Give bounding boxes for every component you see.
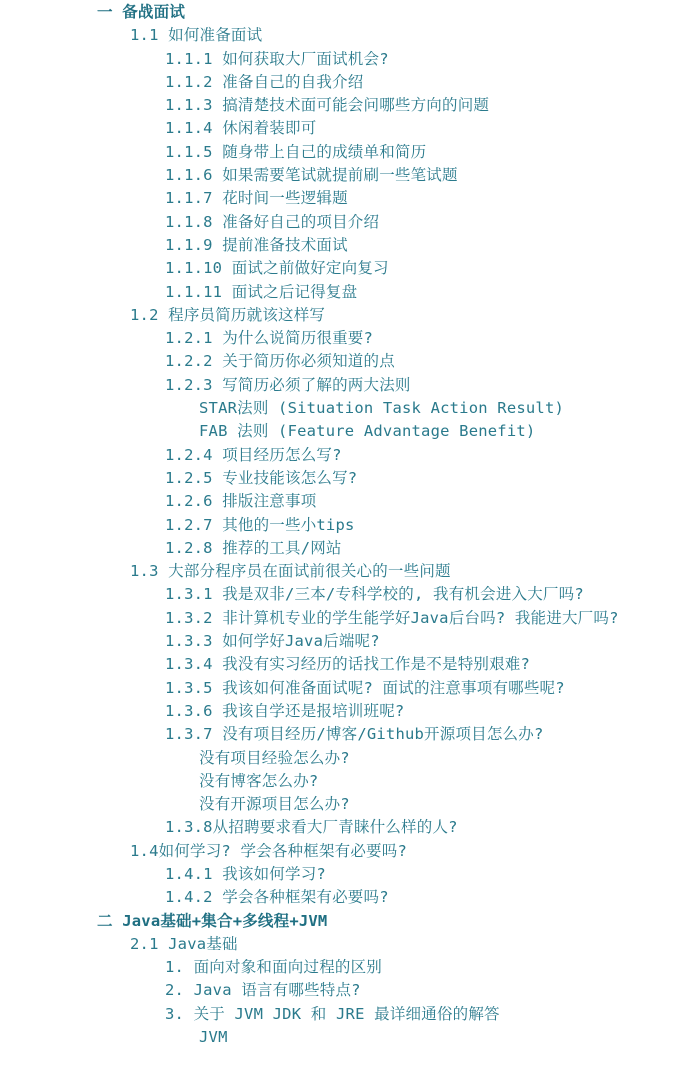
toc-subsection-link[interactable]: 1.2.2 关于简历你必须知道的点 (165, 352, 395, 371)
toc-subsection-link[interactable]: 1.1.1 如何获取大厂面试机会? (165, 49, 389, 68)
toc-subsection-link[interactable]: 1.2.7 其他的一些小tips (165, 515, 355, 534)
toc-section-link[interactable]: 2.1 Java基础 (130, 934, 238, 953)
toc-subsection-link[interactable]: 1.1.8 准备好自己的项目介绍 (165, 212, 380, 231)
toc-subsection-link[interactable]: 1.2.8 推荐的工具/网站 (165, 538, 342, 557)
toc-subsection-link[interactable]: 1.1.6 如果需要笔试就提前刷一些笔试题 (165, 166, 458, 185)
toc-subsection-link[interactable]: 1.1.2 准备自己的自我介绍 (165, 72, 364, 91)
toc-subsection-link[interactable]: 1.1.11 面试之后记得复盘 (165, 282, 358, 301)
toc-subsection-link[interactable]: 1.1.3 搞清楚技术面可能会问哪些方向的问题 (165, 96, 490, 115)
toc-subsection-link[interactable]: 1.2.5 专业技能该怎么写? (165, 468, 358, 487)
toc-subsection-link[interactable]: 1.2.3 写简历必须了解的两大法则 (165, 375, 411, 394)
toc-subsection-link[interactable]: 1.3.2 非计算机专业的学生能学好Java后台吗? 我能进大厂吗? (165, 608, 619, 627)
toc-chapter-link[interactable]: 二 Java基础+集合+多线程+JVM (97, 911, 328, 930)
toc-chapter-link[interactable]: 一 备战面试 (97, 3, 186, 21)
toc-subsection-link[interactable]: 1.3.7 没有项目经历/博客/Github开源项目怎么办? (165, 725, 544, 744)
toc-subsubsection-link[interactable]: 没有项目经验怎么办? (199, 748, 350, 767)
toc-subsection-link[interactable]: 1.3.3 如何学好Java后端呢? (165, 632, 380, 651)
toc-subsection-link[interactable]: 1.1.4 休闲着装即可 (165, 119, 317, 138)
toc-subsection-link[interactable]: 1.2.4 项目经历怎么写? (165, 445, 342, 464)
toc-subsubsection-link[interactable]: 没有开源项目怎么办? (199, 795, 350, 814)
toc-subsection-link[interactable]: 1.4.1 我该如何学习? (165, 864, 326, 883)
toc-subsection-link[interactable]: 1.1.7 花时间一些逻辑题 (165, 189, 348, 208)
toc-subsection-link[interactable]: 2. Java 语言有哪些特点? (165, 981, 361, 1000)
toc-subsection-link[interactable]: 1.3.5 我该如何准备面试呢? 面试的注意事项有哪些呢? (165, 678, 565, 697)
toc-subsection-link[interactable]: 3. 关于 JVM JDK 和 JRE 最详细通俗的解答 (165, 1004, 500, 1023)
toc-subsection-link[interactable]: 1.3.6 我该自学还是报培训班呢? (165, 701, 405, 720)
toc-subsection-link[interactable]: 1.3.4 我没有实习经历的话找工作是不是特别艰难? (165, 655, 531, 674)
toc-subsection-link[interactable]: 1.1.5 随身带上自己的成绩单和简历 (165, 142, 427, 161)
toc-section-link[interactable]: 1.1 如何准备面试 (130, 26, 263, 45)
toc-subsubsection-link[interactable]: JVM (199, 1028, 228, 1047)
toc-subsection-link[interactable]: 1.1.9 提前准备技术面试 (165, 235, 348, 254)
toc-section-link[interactable]: 1.2 程序员简历就该这样写 (130, 305, 326, 324)
toc-subsubsection-link[interactable]: STAR法则 (Situation Task Action Result) (199, 399, 565, 418)
toc-subsection-link[interactable]: 1.2.6 排版注意事项 (165, 492, 317, 511)
toc-subsection-link[interactable]: 1.3.1 我是双非/三本/专科学校的, 我有机会进入大厂吗? (165, 585, 584, 604)
toc-subsubsection-link[interactable]: FAB 法则 (Feature Advantage Benefit) (199, 422, 536, 441)
toc-section-link[interactable]: 1.3 大部分程序员在面试前很关心的一些问题 (130, 562, 451, 581)
toc-section-link[interactable]: 1.4如何学习? 学会各种框架有必要吗? (130, 841, 407, 860)
toc-subsection-link[interactable]: 1. 面向对象和面向过程的区别 (165, 958, 382, 977)
toc-subsubsection-link[interactable]: 没有博客怎么办? (199, 771, 319, 790)
toc-subsection-link[interactable]: 1.3.8从招聘要求看大厂青睐什么样的人? (165, 818, 458, 837)
toc-subsection-link[interactable]: 1.1.10 面试之前做好定向复习 (165, 259, 389, 278)
toc-subsection-link[interactable]: 1.4.2 学会各种框架有必要吗? (165, 888, 389, 907)
toc-subsection-link[interactable]: 1.2.1 为什么说简历很重要? (165, 329, 374, 348)
